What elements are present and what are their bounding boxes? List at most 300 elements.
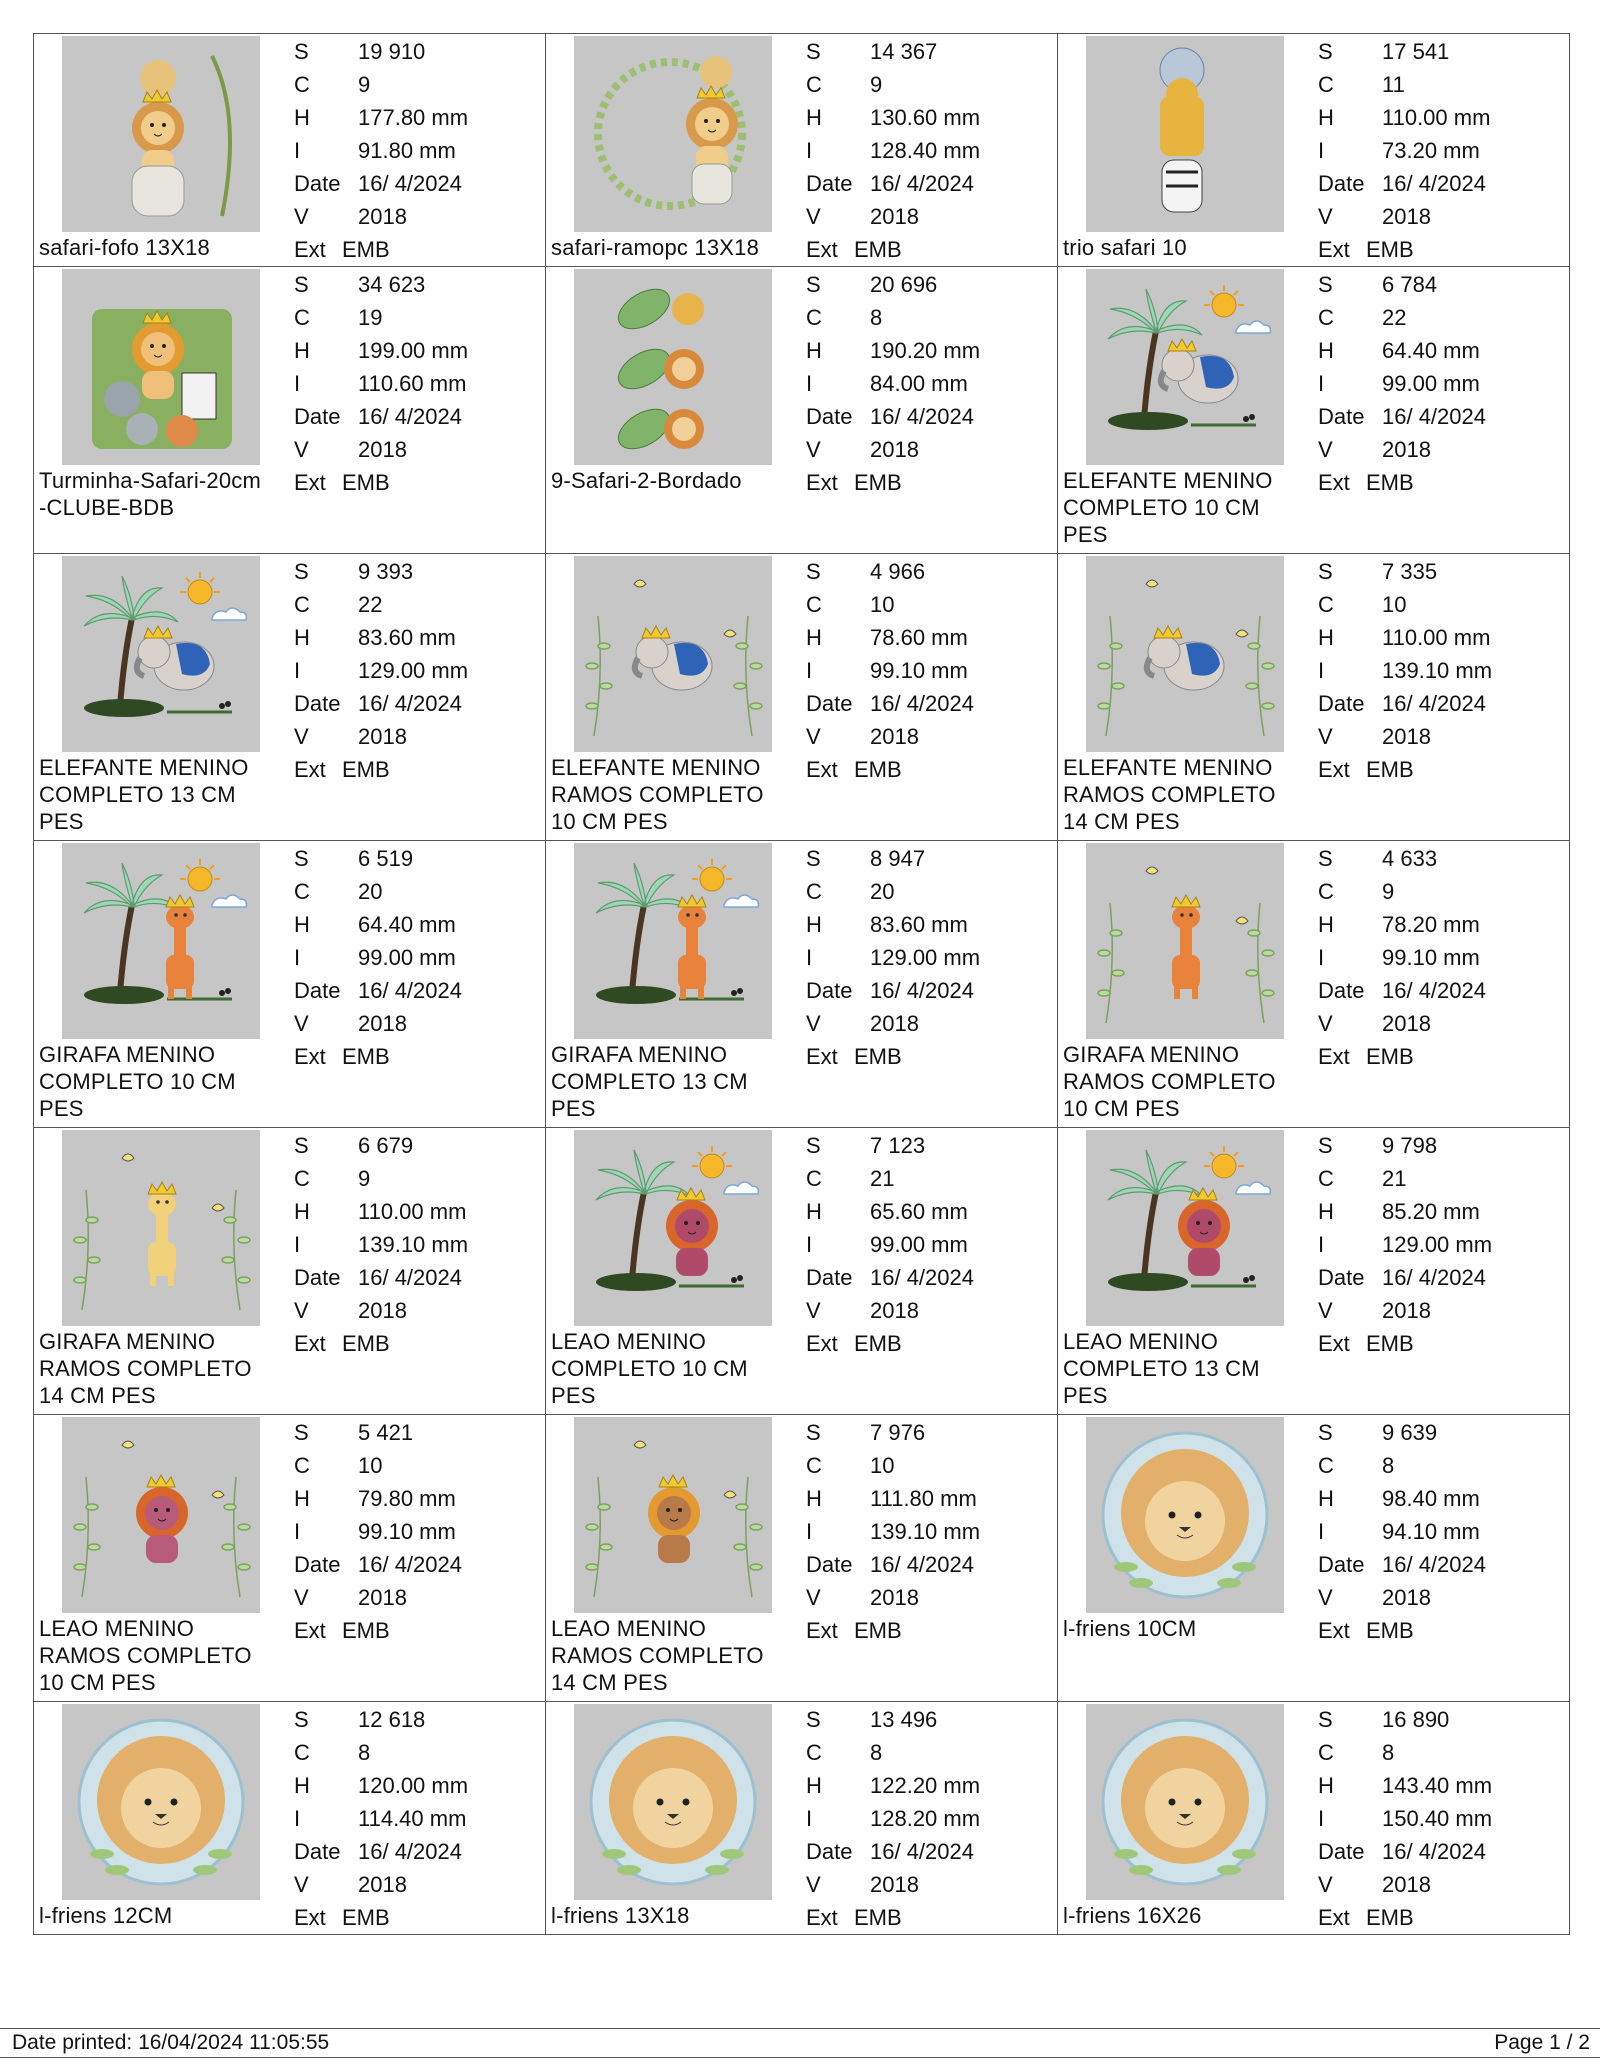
date-printed: Date printed: 16/04/2024 11:05:55: [12, 2031, 330, 2054]
design-specs: [294, 1703, 468, 1934]
colors-value: 22: [358, 592, 383, 617]
design-entry: [1058, 267, 1570, 554]
stitches-label: S: [1318, 272, 1333, 297]
date-label: Date: [806, 404, 853, 429]
width-value: 91.80 mm: [358, 138, 456, 163]
colors-value: 20: [358, 879, 383, 904]
width-label: I: [294, 658, 301, 683]
width-label: I: [1318, 658, 1325, 683]
design-thumbnail: [1086, 1130, 1284, 1326]
extension-value: EMB: [342, 1905, 390, 1930]
design-entry: [1058, 554, 1570, 841]
design-thumbnail: [574, 269, 772, 465]
stitches-value: 7 123: [870, 1133, 926, 1158]
design-entry: [34, 1415, 546, 1702]
design-specs: [1318, 1416, 1486, 1647]
stitches-label: S: [294, 846, 309, 871]
design-entry: [34, 1128, 546, 1415]
version-value: 2018: [1382, 437, 1431, 462]
catalog-row: [34, 554, 1570, 841]
width-label: I: [1318, 1519, 1325, 1544]
height-label: H: [294, 625, 310, 650]
extension-value: EMB: [1366, 757, 1414, 782]
design-specs: [294, 842, 462, 1073]
width-value: 139.10 mm: [870, 1519, 981, 1544]
design-name: l-friens 13X18: [551, 1903, 690, 1928]
design-specs: [806, 842, 980, 1073]
design-specs: [806, 555, 974, 786]
height-label: H: [806, 1486, 822, 1511]
embroidery-preview-image: [1086, 269, 1284, 465]
design-name: 9-Safari-2-Bordado: [551, 468, 742, 493]
embroidery-preview-image: [574, 1130, 772, 1326]
date-value: 16/ 4/2024: [1382, 404, 1486, 429]
stitches-value: 20 696: [870, 272, 938, 297]
design-name: LEAO MENINO COMPLETO 13 CM PES: [1063, 1329, 1260, 1408]
colors-value: 9: [1382, 879, 1395, 904]
height-label: H: [294, 1773, 310, 1798]
height-value: 78.60 mm: [870, 625, 968, 650]
stitches-label: S: [1318, 559, 1333, 584]
design-specs: [1318, 35, 1490, 266]
height-label: H: [1318, 1199, 1334, 1224]
extension-value: EMB: [342, 1618, 390, 1643]
version-value: 2018: [870, 1585, 919, 1610]
extension-label: Ext: [806, 1905, 838, 1930]
version-label: V: [806, 1585, 821, 1610]
extension-value: EMB: [342, 1044, 390, 1069]
date-label: Date: [806, 171, 853, 196]
height-label: H: [294, 105, 310, 130]
colors-label: C: [806, 1453, 822, 1478]
colors-label: C: [1318, 1740, 1334, 1765]
extension-label: Ext: [806, 1044, 838, 1069]
colors-value: 19: [358, 305, 383, 330]
stitches-value: 13 496: [870, 1707, 938, 1732]
height-label: H: [806, 105, 822, 130]
design-thumbnail: [574, 1417, 772, 1613]
stitches-value: 9 639: [1382, 1420, 1438, 1445]
stitches-value: 19 910: [358, 39, 426, 64]
colors-label: C: [294, 1166, 310, 1191]
design-entry: [34, 34, 546, 267]
embroidery-preview-image: [1086, 843, 1284, 1039]
date-value: 16/ 4/2024: [870, 1265, 974, 1290]
version-label: V: [294, 1585, 309, 1610]
width-value: 99.00 mm: [358, 945, 456, 970]
version-value: 2018: [870, 724, 919, 749]
design-thumbnail: [1086, 36, 1284, 232]
extension-label: Ext: [1318, 1044, 1350, 1069]
version-label: V: [1318, 1585, 1333, 1610]
width-value: 84.00 mm: [870, 371, 968, 396]
width-label: I: [806, 371, 813, 396]
height-value: 98.40 mm: [1382, 1486, 1480, 1511]
version-label: V: [1318, 204, 1333, 229]
embroidery-preview-image: [574, 36, 772, 232]
extension-value: EMB: [1366, 1905, 1414, 1930]
design-specs: [806, 268, 980, 499]
date-value: 16/ 4/2024: [870, 1552, 974, 1577]
date-value: 16/ 4/2024: [358, 1839, 462, 1864]
version-value: 2018: [358, 437, 407, 462]
version-label: V: [1318, 1872, 1333, 1897]
width-value: 99.00 mm: [870, 1232, 968, 1257]
design-name: ELEFANTE MENINO COMPLETO 10 CM PES: [1063, 468, 1273, 547]
embroidery-preview-image: [1086, 1417, 1284, 1613]
version-label: V: [294, 724, 309, 749]
width-label: I: [294, 138, 301, 163]
colors-label: C: [294, 592, 310, 617]
design-specs: [1318, 555, 1492, 786]
version-label: V: [806, 437, 821, 462]
version-value: 2018: [1382, 204, 1431, 229]
extension-value: EMB: [342, 1331, 390, 1356]
width-label: I: [1318, 1232, 1325, 1257]
colors-value: 11: [1382, 72, 1405, 97]
date-value: 16/ 4/2024: [870, 1839, 974, 1864]
date-value: 16/ 4/2024: [870, 171, 974, 196]
date-label: Date: [806, 691, 853, 716]
version-value: 2018: [358, 1011, 407, 1036]
extension-value: EMB: [854, 237, 902, 262]
embroidery-preview-image: [574, 1417, 772, 1613]
width-value: 128.40 mm: [870, 138, 981, 163]
design-entry: [1058, 841, 1570, 1128]
design-entry: [34, 841, 546, 1128]
design-thumbnail: [62, 269, 260, 465]
width-label: I: [806, 1806, 813, 1831]
height-value: 130.60 mm: [870, 105, 981, 130]
version-label: V: [294, 1872, 309, 1897]
version-label: V: [806, 1872, 821, 1897]
colors-label: C: [806, 1166, 822, 1191]
design-entry: [546, 1702, 1058, 1935]
version-label: V: [806, 1298, 821, 1323]
stitches-value: 6 679: [358, 1133, 414, 1158]
extension-value: EMB: [1366, 1331, 1414, 1356]
date-value: 16/ 4/2024: [870, 691, 974, 716]
colors-value: 8: [358, 1740, 371, 1765]
design-specs: [1318, 1703, 1492, 1934]
stitches-value: 9 798: [1382, 1133, 1438, 1158]
width-value: 150.40 mm: [1382, 1806, 1493, 1831]
date-label: Date: [294, 171, 341, 196]
height-label: H: [806, 1773, 822, 1798]
extension-value: EMB: [1366, 1044, 1414, 1069]
height-label: H: [1318, 1486, 1334, 1511]
width-value: 129.00 mm: [870, 945, 981, 970]
date-value: 16/ 4/2024: [358, 691, 462, 716]
design-specs: [1318, 1129, 1492, 1360]
date-label: Date: [294, 1839, 341, 1864]
design-entry: [34, 554, 546, 841]
width-value: 129.00 mm: [1382, 1232, 1493, 1257]
design-specs: [294, 1416, 462, 1647]
version-value: 2018: [358, 1298, 407, 1323]
embroidery-preview-image: [574, 843, 772, 1039]
design-entry: [546, 34, 1058, 267]
date-value: 16/ 4/2024: [1382, 1552, 1486, 1577]
colors-value: 22: [1382, 305, 1407, 330]
stitches-label: S: [1318, 846, 1333, 871]
date-label: Date: [294, 978, 341, 1003]
design-name: LEAO MENINO RAMOS COMPLETO 10 CM PES: [39, 1616, 252, 1695]
date-label: Date: [294, 1552, 341, 1577]
page-number: Page 1 / 2: [1494, 2031, 1590, 2054]
height-value: 83.60 mm: [870, 912, 968, 937]
height-value: 78.20 mm: [1382, 912, 1480, 937]
design-specs: [806, 1416, 980, 1647]
height-label: H: [1318, 625, 1334, 650]
height-value: 111.80 mm: [870, 1486, 977, 1511]
extension-value: EMB: [854, 470, 902, 495]
stitches-label: S: [1318, 1420, 1333, 1445]
version-label: V: [294, 437, 309, 462]
extension-label: Ext: [1318, 757, 1350, 782]
design-name: safari-ramopc 13X18: [551, 235, 760, 260]
height-label: H: [1318, 1773, 1334, 1798]
version-value: 2018: [1382, 1872, 1431, 1897]
version-label: V: [806, 724, 821, 749]
date-label: Date: [294, 1265, 341, 1290]
colors-value: 8: [1382, 1453, 1395, 1478]
catalog-row: [34, 1415, 1570, 1702]
width-label: I: [294, 1806, 301, 1831]
extension-value: EMB: [854, 1044, 902, 1069]
date-value: 16/ 4/2024: [358, 1265, 462, 1290]
version-value: 2018: [358, 724, 407, 749]
stitches-value: 16 890: [1382, 1707, 1450, 1732]
width-label: I: [294, 945, 301, 970]
design-specs: [1318, 842, 1486, 1073]
design-thumbnail: [574, 1704, 772, 1900]
design-entry: [546, 554, 1058, 841]
height-value: 110.00 mm: [1382, 105, 1491, 130]
extension-value: EMB: [1366, 1618, 1414, 1643]
height-value: 64.40 mm: [1382, 338, 1480, 363]
version-label: V: [294, 1011, 309, 1036]
design-thumbnail: [574, 556, 772, 752]
extension-label: Ext: [294, 1618, 326, 1643]
version-value: 2018: [870, 1872, 919, 1897]
colors-label: C: [1318, 879, 1334, 904]
version-value: 2018: [1382, 1298, 1431, 1323]
design-entry: [546, 1415, 1058, 1702]
colors-value: 8: [870, 305, 883, 330]
width-value: 128.20 mm: [870, 1806, 981, 1831]
design-name: ELEFANTE MENINO COMPLETO 13 CM PES: [39, 755, 249, 834]
height-value: 190.20 mm: [870, 338, 981, 363]
stitches-label: S: [294, 559, 309, 584]
width-value: 139.10 mm: [358, 1232, 469, 1257]
stitches-label: S: [1318, 1707, 1333, 1732]
embroidery-preview-image: [574, 556, 772, 752]
stitches-value: 8 947: [870, 846, 926, 871]
version-value: 2018: [358, 1872, 407, 1897]
version-value: 2018: [358, 204, 407, 229]
height-value: 65.60 mm: [870, 1199, 968, 1224]
design-name: GIRAFA MENINO COMPLETO 10 CM PES: [39, 1042, 236, 1121]
design-entry: [546, 1128, 1058, 1415]
extension-label: Ext: [806, 757, 838, 782]
colors-label: C: [294, 305, 310, 330]
design-thumbnail: [62, 1704, 260, 1900]
extension-value: EMB: [342, 470, 390, 495]
version-label: V: [1318, 1011, 1333, 1036]
design-thumbnail: [1086, 1417, 1284, 1613]
design-specs: [1318, 268, 1486, 499]
date-label: Date: [294, 691, 341, 716]
height-label: H: [1318, 105, 1334, 130]
design-entry: [34, 1702, 546, 1935]
height-value: 110.00 mm: [358, 1199, 467, 1224]
colors-label: C: [1318, 72, 1334, 97]
embroidery-preview-image: [62, 843, 260, 1039]
colors-value: 10: [1382, 592, 1407, 617]
date-label: Date: [1318, 1839, 1365, 1864]
width-label: I: [1318, 371, 1325, 396]
stitches-label: S: [1318, 39, 1333, 64]
version-label: V: [1318, 1298, 1333, 1323]
width-value: 94.10 mm: [1382, 1519, 1480, 1544]
date-value: 16/ 4/2024: [358, 171, 462, 196]
date-label: Date: [1318, 404, 1365, 429]
stitches-label: S: [806, 846, 821, 871]
embroidery-preview-image: [62, 269, 260, 465]
version-value: 2018: [358, 1585, 407, 1610]
stitches-label: S: [806, 1420, 821, 1445]
design-entry: [1058, 34, 1570, 267]
embroidery-preview-image: [574, 269, 772, 465]
stitches-label: S: [806, 39, 821, 64]
height-value: 199.00 mm: [358, 338, 469, 363]
colors-value: 10: [870, 592, 895, 617]
design-thumbnail: [1086, 556, 1284, 752]
design-name: l-friens 16X26: [1063, 1903, 1202, 1928]
height-label: H: [806, 912, 822, 937]
width-label: I: [806, 658, 813, 683]
design-entry: [1058, 1128, 1570, 1415]
height-value: 110.00 mm: [1382, 625, 1491, 650]
width-label: I: [806, 1519, 813, 1544]
colors-value: 10: [358, 1453, 383, 1478]
date-value: 16/ 4/2024: [1382, 978, 1486, 1003]
extension-label: Ext: [294, 1044, 326, 1069]
design-entry: [546, 267, 1058, 554]
design-thumbnail: [574, 1130, 772, 1326]
design-entry: [1058, 1415, 1570, 1702]
extension-label: Ext: [1318, 237, 1350, 262]
height-label: H: [294, 1486, 310, 1511]
extension-value: EMB: [1366, 470, 1414, 495]
colors-value: 9: [358, 1166, 371, 1191]
extension-value: EMB: [1366, 237, 1414, 262]
extension-label: Ext: [1318, 470, 1350, 495]
embroidery-preview-image: [62, 1704, 260, 1900]
date-label: Date: [806, 978, 853, 1003]
version-value: 2018: [870, 1298, 919, 1323]
colors-value: 9: [358, 72, 371, 97]
date-value: 16/ 4/2024: [1382, 1839, 1486, 1864]
date-value: 16/ 4/2024: [1382, 171, 1486, 196]
width-label: I: [1318, 945, 1325, 970]
height-value: 83.60 mm: [358, 625, 456, 650]
extension-value: EMB: [854, 1331, 902, 1356]
design-name: LEAO MENINO RAMOS COMPLETO 14 CM PES: [551, 1616, 764, 1695]
design-catalog-grid: [33, 33, 1570, 1935]
version-label: V: [806, 1011, 821, 1036]
extension-label: Ext: [294, 1905, 326, 1930]
design-thumbnail: [62, 1417, 260, 1613]
stitches-label: S: [806, 559, 821, 584]
extension-label: Ext: [294, 237, 326, 262]
stitches-value: 5 421: [358, 1420, 414, 1445]
design-thumbnail: [574, 36, 772, 232]
embroidery-preview-image: [62, 1130, 260, 1326]
width-value: 139.10 mm: [1382, 658, 1493, 683]
design-name: safari-fofo 13X18: [39, 235, 210, 260]
colors-label: C: [1318, 1453, 1334, 1478]
colors-label: C: [294, 72, 310, 97]
height-value: 79.80 mm: [358, 1486, 456, 1511]
design-thumbnail: [62, 843, 260, 1039]
page-footer: [0, 2028, 1600, 2058]
colors-label: C: [806, 1740, 822, 1765]
width-label: I: [806, 945, 813, 970]
stitches-value: 9 393: [358, 559, 414, 584]
stitches-label: S: [806, 1133, 821, 1158]
embroidery-preview-image: [62, 556, 260, 752]
colors-label: C: [806, 72, 822, 97]
height-label: H: [294, 338, 310, 363]
colors-label: C: [294, 1453, 310, 1478]
date-value: 16/ 4/2024: [358, 978, 462, 1003]
embroidery-preview-image: [62, 1417, 260, 1613]
design-thumbnail: [62, 556, 260, 752]
height-label: H: [294, 1199, 310, 1224]
height-value: 85.20 mm: [1382, 1199, 1480, 1224]
colors-label: C: [1318, 1166, 1334, 1191]
version-value: 2018: [1382, 724, 1431, 749]
stitches-label: S: [294, 39, 309, 64]
colors-value: 21: [870, 1166, 895, 1191]
colors-label: C: [806, 879, 822, 904]
version-label: V: [294, 1298, 309, 1323]
colors-label: C: [294, 1740, 310, 1765]
height-label: H: [806, 625, 822, 650]
width-label: I: [294, 1232, 301, 1257]
stitches-value: 14 367: [870, 39, 938, 64]
extension-value: EMB: [342, 237, 390, 262]
version-label: V: [294, 204, 309, 229]
date-label: Date: [1318, 1265, 1365, 1290]
stitches-value: 17 541: [1382, 39, 1450, 64]
stitches-value: 34 623: [358, 272, 426, 297]
width-value: 110.60 mm: [358, 371, 467, 396]
design-specs: [294, 555, 468, 786]
stitches-value: 4 633: [1382, 846, 1438, 871]
date-label: Date: [806, 1839, 853, 1864]
colors-label: C: [1318, 305, 1334, 330]
extension-label: Ext: [806, 237, 838, 262]
extension-label: Ext: [806, 1331, 838, 1356]
extension-label: Ext: [806, 1618, 838, 1643]
extension-label: Ext: [294, 757, 326, 782]
design-name: Turminha-Safari-20cm -CLUBE-BDB: [39, 468, 262, 520]
extension-value: EMB: [342, 757, 390, 782]
extension-label: Ext: [294, 1331, 326, 1356]
